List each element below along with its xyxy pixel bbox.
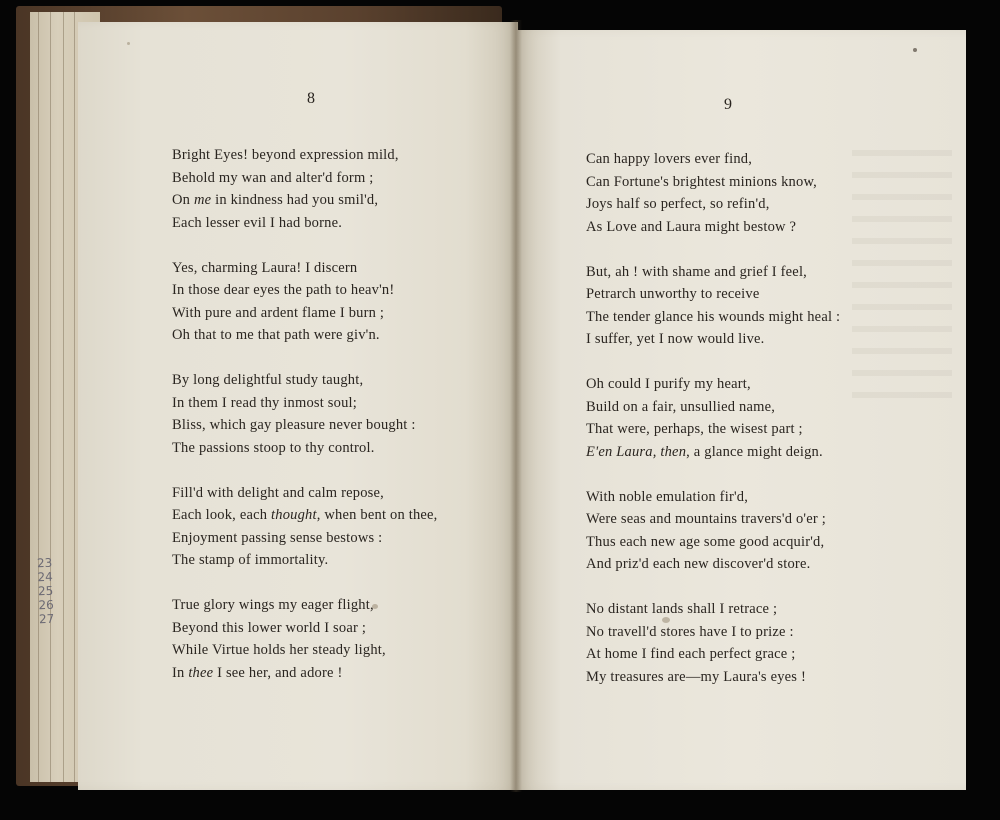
stanza	[172, 594, 438, 684]
poem-line: At home I find each perfect grace ;	[586, 646, 796, 662]
poem-line: Build on a fair, unsullied name,	[586, 398, 776, 415]
poem-line: Enjoyment passing sense bestows :	[172, 529, 383, 546]
poem-line: The tender glance his wounds might heal :	[586, 308, 841, 325]
stanza	[586, 373, 840, 463]
foxing-spot	[127, 42, 130, 45]
pencil-number: 25	[37, 583, 54, 599]
poem-line: With pure and ardent flame I burn ;	[172, 304, 385, 321]
pencil-number: 23	[36, 555, 53, 571]
poem-line: No travell'd stores have I to prize :	[586, 623, 794, 640]
stanza	[172, 369, 438, 459]
poem-line: Beyond this lower world I soar ;	[172, 619, 367, 636]
poem-line: By long delightful study taught,	[172, 372, 364, 388]
poem-line: The stamp of immortality.	[172, 552, 329, 568]
poem-line: Joys half so perfect, so refin'd,	[586, 196, 770, 212]
stanza	[172, 257, 438, 347]
poem-line: In them I read thy inmost soul;	[172, 394, 358, 411]
poem-line: As Love and Laura might bestow ?	[586, 218, 797, 235]
page-number-left: 8	[307, 90, 315, 107]
poem-line: Can happy lovers ever find,	[586, 151, 753, 167]
poem-line: Petrarch unworthy to receive	[586, 286, 760, 302]
pencil-number: 26	[38, 597, 55, 613]
poem-line: Yes, charming Laura! I discern	[172, 259, 358, 276]
poem-right	[586, 148, 840, 711]
poem-line: I suffer, yet I now would live.	[586, 331, 765, 347]
pencil-number: 24	[37, 569, 54, 585]
poem-line: On me in kindness had you smil'd,	[172, 192, 379, 208]
stanza	[172, 482, 438, 572]
stanza	[586, 598, 840, 688]
poem-line: Bliss, which gay pleasure never bought :	[172, 417, 416, 433]
poem-line: My treasures are—my Laura's eyes !	[586, 668, 806, 685]
poem-line: While Virtue holds her steady light,	[172, 642, 386, 658]
poem-line: Thus each new age some good acquir'd,	[586, 533, 825, 550]
page-number-right: 9	[724, 96, 732, 113]
poem-line: Oh that to me that path were giv'n.	[172, 327, 380, 343]
poem-line: Fill'd with delight and calm repose,	[172, 484, 384, 501]
pencil-annotations	[37, 556, 55, 626]
poem-line: True glory wings my eager flight,	[172, 597, 374, 613]
stanza	[586, 148, 840, 238]
foxing-spot	[913, 48, 917, 52]
poem-line: In thee I see her, and adore !	[172, 664, 343, 681]
stanza	[172, 144, 438, 234]
stanza	[586, 261, 840, 351]
poem-line: With noble emulation fir'd,	[586, 488, 749, 505]
poem-line: E'en Laura, then, a glance might deign.	[586, 443, 823, 460]
pencil-number: 27	[38, 611, 55, 627]
poem-left	[172, 144, 438, 707]
book-gutter	[510, 20, 522, 792]
poem-line: No distant lands shall I retrace ;	[586, 601, 778, 617]
poem-line: Were seas and mountains travers'd o'er ;	[586, 511, 826, 527]
poem-line: But, ah ! with shame and grief I feel,	[586, 263, 808, 280]
poem-line: That were, perhaps, the wisest part ;	[586, 421, 803, 437]
poem-line: Can Fortune's brightest minions know,	[586, 173, 817, 190]
poem-line: The passions stoop to thy control.	[172, 439, 375, 456]
poem-line: Behold my wan and alter'd form ;	[172, 169, 374, 186]
poem-line: In those dear eyes the path to heav'n!	[172, 282, 395, 298]
show-through-text	[852, 150, 952, 410]
poem-line: Each look, each thought, when bent on thee,	[172, 507, 438, 523]
poem-line: Each lesser evil I had borne.	[172, 214, 343, 231]
poem-line: Oh could I purify my heart,	[586, 376, 751, 392]
poem-line: And priz'd each new discover'd store.	[586, 556, 811, 572]
stanza	[586, 486, 840, 576]
poem-line: Bright Eyes! beyond expression mild,	[172, 147, 399, 163]
